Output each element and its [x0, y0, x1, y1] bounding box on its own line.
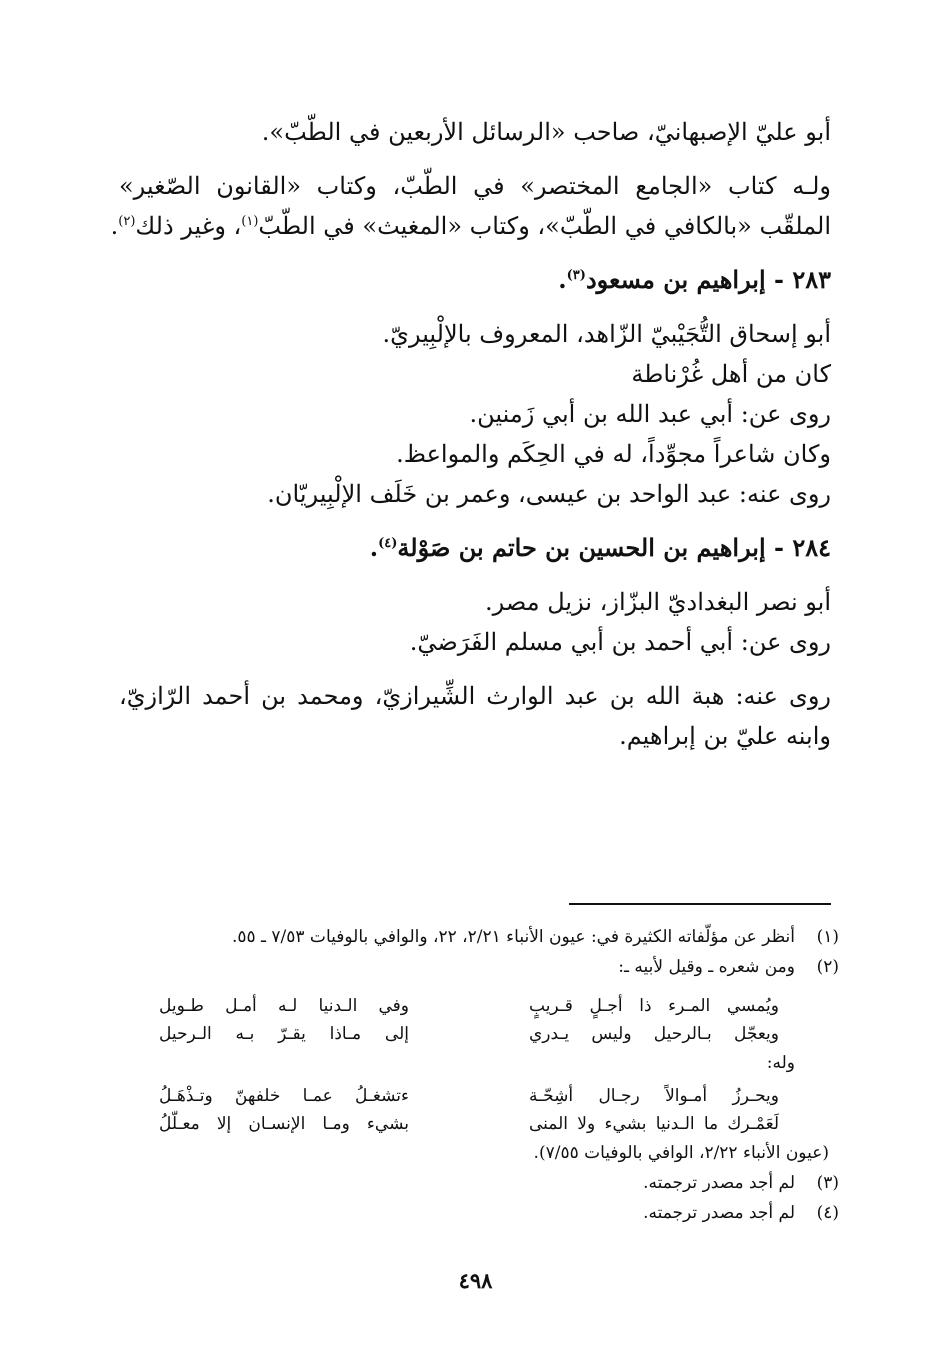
entry-283-line-1: أبو إسحاق التُّجَيْبيّ الزّاهد، المعروف بالإلْبِيريّ. [382, 320, 831, 348]
verse-second-hemistich: بشيء ومـا الإنسـان إلا معـلّلُ [159, 1114, 409, 1134]
footnotes [109, 922, 839, 1228]
entry-284-line-3: روى عنه: هبة الله بن عبد الوارث الشِّيرازيّ، ومحمد بن أحمد الرّازيّ، [119, 682, 831, 710]
footnote-ref-2[interactable]: (٢) [118, 214, 136, 229]
footnote-2-source: (عيون الأنباء ٢/٢٢، الوافي بالوفيات ٧/٥٥). [533, 1143, 829, 1163]
entry-284-title: ٢٨٤ - إبراهيم بن الحسين بن حاتم بن صَوْلة [397, 533, 831, 562]
footnote-3 [109, 1168, 839, 1198]
verse-first-hemistich: ويحـرزُ أمـوالاً رجـال أشِحّـة [529, 1086, 779, 1106]
footnote-ref-4[interactable]: (٤) [378, 536, 398, 551]
footnote-separator [569, 903, 831, 905]
footnote-1-text: أنظر عن مؤلّفاته الكثيرة في: عيون الأنباء ٢/٢١، ٢٢، والوافي بالوفيات ٧/٥٣ ـ ٥٥. [231, 927, 795, 947]
footnote-2-text: ومن شعره ـ وقيل لأبيه ـ: [618, 957, 795, 977]
entry-284-heading [119, 528, 831, 568]
verse-first-hemistich: ويعجّل بـالرحيل وليس يـدري [529, 1024, 779, 1044]
verse [109, 992, 839, 1020]
p2-end: . [110, 212, 119, 240]
main-text [110, 112, 831, 756]
verse-first-hemistich: لَعَمْـرك ما الـدنيا بشيء ولا المنى [529, 1114, 779, 1134]
entry-283-line-3: روى عن: أبي عبد الله بن أبي زَمنين. [469, 400, 831, 428]
wa-lahu-label: وله: [766, 1053, 795, 1073]
footnote-2 [109, 952, 839, 982]
paragraph-1: أبو عليّ الإصبهانيّ، صاحب «الرسائل الأربعين في الطّبّ». [261, 118, 831, 146]
verse [109, 1082, 839, 1110]
p2-text-a: الملقّب «بالكافي في الطّبّ»، وكتاب «المغيث» في الطّبّ [258, 212, 831, 240]
footnote-4 [109, 1198, 839, 1228]
paragraph-2-line-2 [110, 206, 831, 246]
footnote-4-text: لم أجد مصدر ترجمته. [643, 1203, 795, 1223]
verse [109, 1110, 839, 1138]
entry-283-line-2: كان من أهل غُرْناطة [631, 360, 831, 388]
footnote-2-number: (٢) [816, 957, 839, 977]
paragraph-2-line-1: ولـه كتاب «الجامع المختصر» في الطّبّ، وكتاب «القانون الصّغير» [119, 172, 831, 200]
footnote-ref-3[interactable]: (٣) [566, 268, 586, 283]
footnote-1-number: (١) [816, 927, 839, 947]
entry-284-end: . [369, 533, 379, 562]
verse-second-hemistich: ءتشغـلُ عمـا خلفهنّ وتـذْهَـلُ [159, 1086, 409, 1106]
entry-283-end: . [558, 265, 567, 294]
verse-second-hemistich: إلى مـاذا يقـرّ بـه الـرحيل [159, 1024, 409, 1044]
verse [109, 1020, 839, 1048]
footnote-1 [109, 922, 839, 952]
footnote-3-number: (٣) [816, 1173, 839, 1193]
footnote-3-text: لم أجد مصدر ترجمته. [643, 1173, 795, 1193]
poem-1 [109, 992, 839, 1048]
entry-284-line-1: أبو نصر البغداديّ البزّاز، نزيل مصر. [485, 588, 831, 616]
p2-text-b: ، وغير ذلك [135, 212, 242, 240]
poem-2 [109, 1082, 839, 1138]
footnote-4-number: (٤) [816, 1203, 839, 1223]
verse-first-hemistich: ويُمسي المـرء ذا أجـلٍ قـريبٍ [529, 996, 779, 1016]
entry-283-line-5: روى عنه: عبد الواحد بن عيسى، وعمر بن خَلَف الإلْبِيريّان. [267, 480, 831, 508]
entry-284-line-2: روى عن: أبي أحمد بن أبي مسلم الفَرَضيّ. [409, 628, 831, 656]
verse-second-hemistich: وفي الـدنيا لـه أمـل طـويل [159, 996, 409, 1016]
entry-284-line-4: وابنه عليّ بن إبراهيم. [619, 722, 831, 750]
entry-283-line-4: وكان شاعراً مجوِّداً، له في الحِكَم والمواعظ. [396, 440, 831, 468]
entry-283-title: ٢٨٣ - إبراهيم بن مسعود [585, 265, 831, 294]
footnote-ref-1[interactable]: (١) [241, 214, 259, 229]
entry-283-heading [119, 260, 831, 300]
page-number: ٤٩٨ [458, 1268, 493, 1293]
